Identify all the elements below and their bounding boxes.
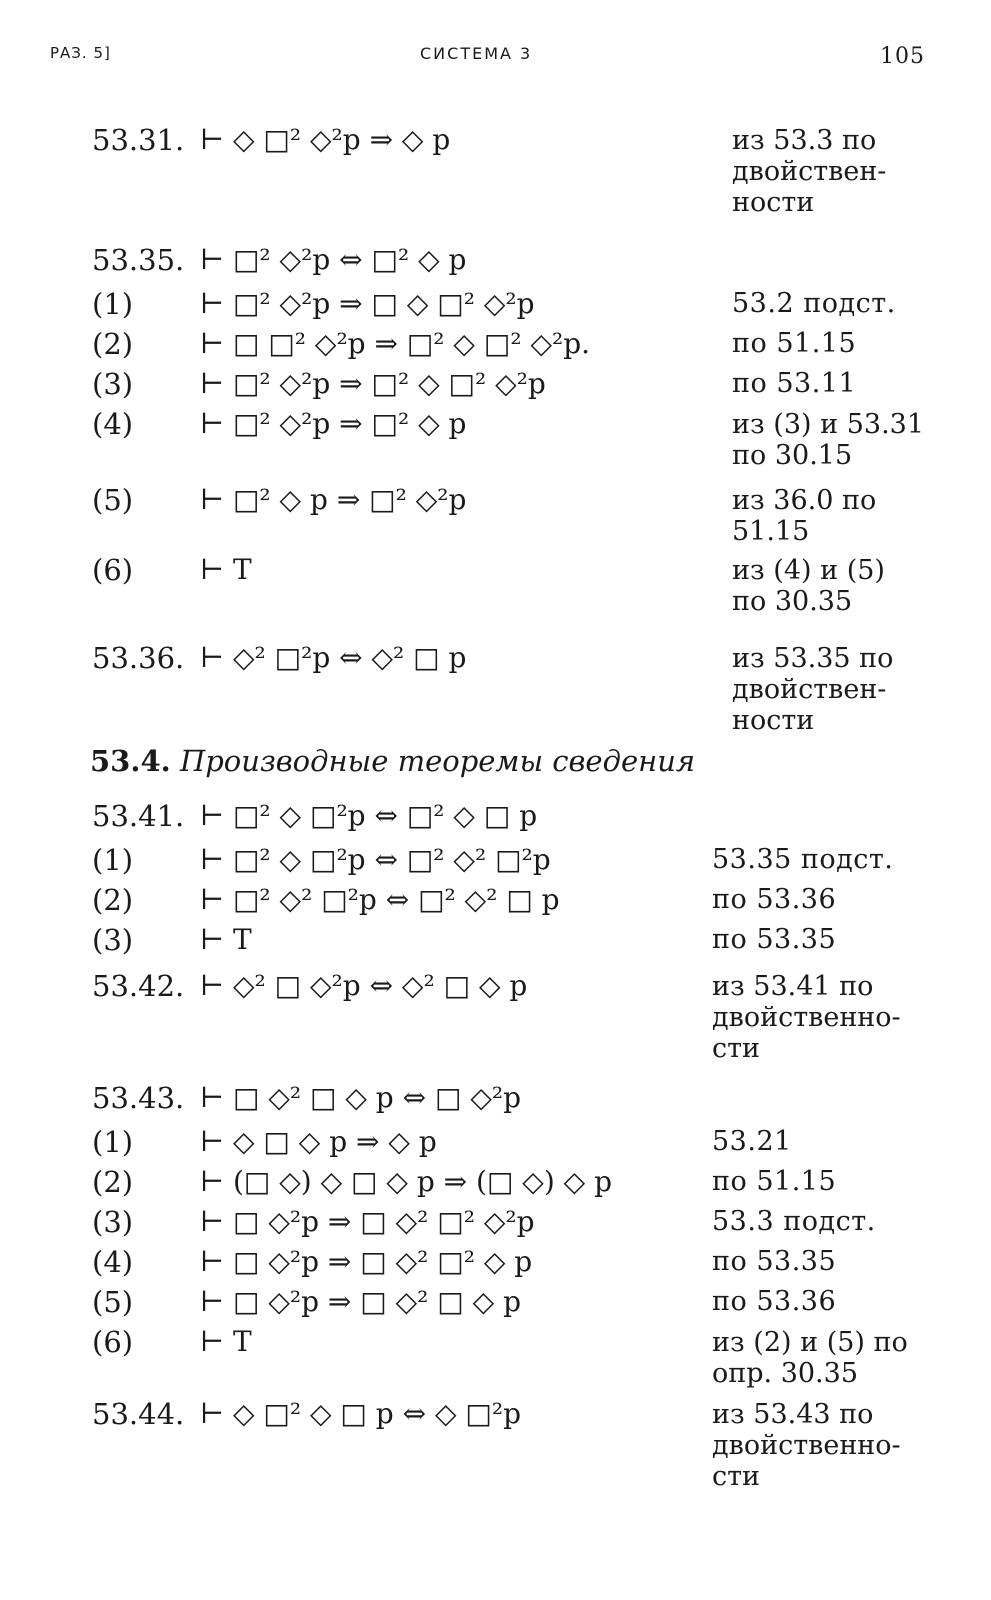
step-number: (4) xyxy=(92,407,134,441)
formula: ⊢ □² ◇²p ⇒ □² ◇ □² ◇²p xyxy=(200,367,546,400)
running-head-section: РАЗ. 5] xyxy=(50,44,111,62)
theorem-number: 53.43. xyxy=(92,1081,185,1115)
formula: ⊢ ◇² □²p ⇔ ◇² □ p xyxy=(200,641,467,674)
theorem-number: 53.41. xyxy=(92,799,185,833)
formula: ⊢ ◇ □² ◇ □ p ⇔ ◇ □²p xyxy=(200,1397,522,1430)
step-number: (3) xyxy=(92,367,134,401)
step-number: (1) xyxy=(92,287,134,321)
formula: ⊢ □² ◇ □²p ⇔ □² ◇² □²p xyxy=(200,843,551,876)
justification: 53.2 подст. xyxy=(732,288,896,319)
formula: ⊢ □ ◇²p ⇒ □ ◇² □ ◇ p xyxy=(200,1285,522,1318)
section-title: Производные теоремы сведения xyxy=(179,744,696,778)
justification: 53.3 подст. xyxy=(712,1206,876,1237)
justification: из 53.41 по двойственно- сти xyxy=(712,971,901,1064)
step-number: (1) xyxy=(92,843,134,877)
justification: по 51.15 xyxy=(712,1166,837,1197)
step-number: (1) xyxy=(92,1125,134,1159)
step-number: (2) xyxy=(92,883,134,917)
justification: из 53.3 по двойствен- ности xyxy=(732,125,887,218)
formula: ⊢ □ ◇²p ⇒ □ ◇² □² ◇²p xyxy=(200,1205,535,1238)
justification: по 53.36 xyxy=(712,1286,837,1317)
justification: из 53.35 по двойствен- ности xyxy=(732,643,894,736)
formula: ⊢ T xyxy=(200,553,252,586)
formula: ⊢ □² ◇²p ⇔ □² ◇ p xyxy=(200,243,467,276)
step-number: (3) xyxy=(92,923,134,957)
formula: ⊢ □² ◇ p ⇒ □² ◇²p xyxy=(200,483,467,516)
formula: ⊢ (□ ◇) ◇ □ ◇ p ⇒ (□ ◇) ◇ p xyxy=(200,1165,613,1198)
step-number: (5) xyxy=(92,1285,134,1319)
justification: из (2) и (5) по опр. 30.35 xyxy=(712,1327,908,1389)
formula: ⊢ T xyxy=(200,1325,252,1358)
justification: по 53.35 xyxy=(712,1246,837,1277)
formula: ⊢ □² ◇²p ⇒ □² ◇ p xyxy=(200,407,467,440)
step-number: (2) xyxy=(92,1165,134,1199)
step-number: (3) xyxy=(92,1205,134,1239)
theorem-number: 53.44. xyxy=(92,1397,185,1431)
justification: по 53.36 xyxy=(712,884,837,915)
step-number: (6) xyxy=(92,1325,134,1359)
formula: ⊢ ◇² □ ◇²p ⇔ ◇² □ ◇ p xyxy=(200,969,528,1002)
theorem-number: 53.36. xyxy=(92,641,185,675)
formula: ⊢ ◇ □² ◇²p ⇒ ◇ p xyxy=(200,123,451,156)
theorem-number: 53.31. xyxy=(92,123,185,157)
running-head-title: СИСТЕМА 3 xyxy=(420,44,533,63)
justification: 53.21 xyxy=(712,1126,792,1157)
justification: из (4) и (5) по 30.35 xyxy=(732,555,885,617)
formula: ⊢ □ ◇² □ ◇ p ⇔ □ ◇²p xyxy=(200,1081,522,1114)
justification: по 53.35 xyxy=(712,924,837,955)
justification: из 53.43 по двойственно- сти xyxy=(712,1399,901,1492)
formula: ⊢ ◇ □ ◇ p ⇒ ◇ p xyxy=(200,1125,437,1158)
page-number: 105 xyxy=(880,44,925,69)
formula: ⊢ □ □² ◇²p ⇒ □² ◇ □² ◇²p. xyxy=(200,327,591,360)
section-number: 53.4. xyxy=(90,744,171,778)
step-number: (6) xyxy=(92,553,134,587)
formula: ⊢ □ ◇²p ⇒ □ ◇² □² ◇ p xyxy=(200,1245,533,1278)
justification: по 53.11 xyxy=(732,368,857,399)
formula: ⊢ □² ◇ □²p ⇔ □² ◇ □ p xyxy=(200,799,538,832)
formula: ⊢ T xyxy=(200,923,252,956)
step-number: (5) xyxy=(92,483,134,517)
step-number: (2) xyxy=(92,327,134,361)
theorem-number: 53.35. xyxy=(92,243,185,277)
step-number: (4) xyxy=(92,1245,134,1279)
theorem-number: 53.42. xyxy=(92,969,185,1003)
justification: 53.35 подст. xyxy=(712,844,894,875)
justification: из (3) и 53.31 по 30.15 xyxy=(732,409,925,471)
section-heading xyxy=(90,744,695,778)
formula: ⊢ □² ◇²p ⇒ □ ◇ □² ◇²p xyxy=(200,287,535,320)
justification: из 36.0 по 51.15 xyxy=(732,485,877,547)
justification: по 51.15 xyxy=(732,328,857,359)
formula: ⊢ □² ◇² □²p ⇔ □² ◇² □ p xyxy=(200,883,560,916)
